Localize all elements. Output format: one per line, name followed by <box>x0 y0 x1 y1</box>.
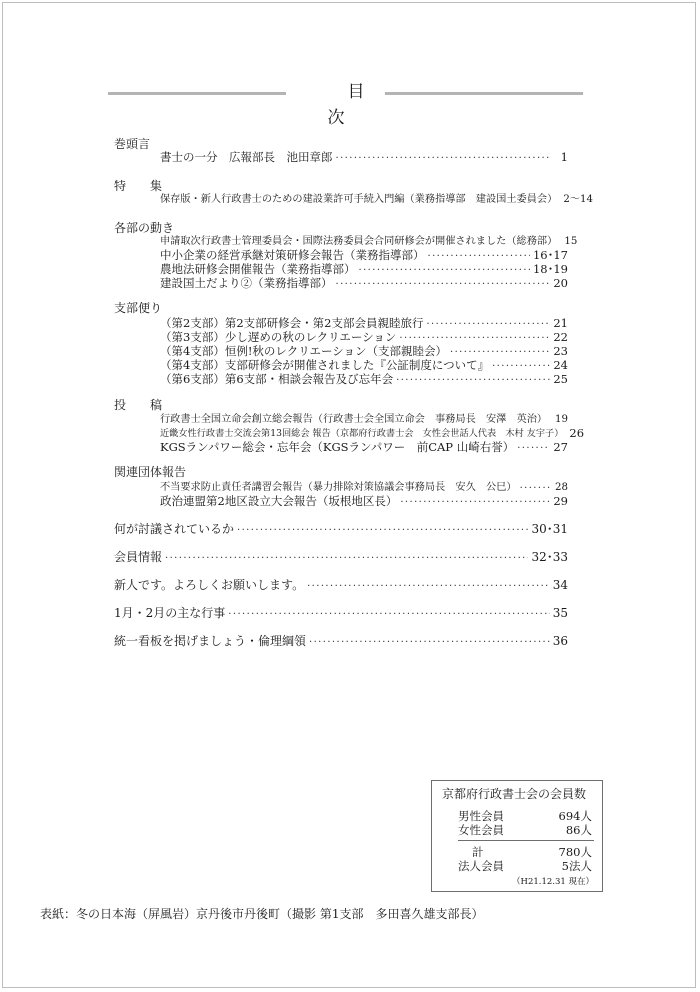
toc-entry-title: （第3支部）少し遅めの秋のレクリエーション <box>160 330 397 344</box>
toc-entry-page: 15 <box>564 236 578 247</box>
toc-entry-page: 28 <box>555 482 568 493</box>
toc-entry-page: 1 <box>560 150 568 164</box>
toc-entry-title: （第2支部）第2支部研修会・第2支部会員親睦旅行 <box>160 316 424 330</box>
toc-entry[interactable] <box>114 634 568 649</box>
toc-entry-page: 35 <box>552 606 568 620</box>
member-total-rule <box>458 840 594 841</box>
toc-entry[interactable] <box>160 494 568 509</box>
toc-entry[interactable] <box>160 330 568 345</box>
toc-entry-title: 会員情報 <box>114 550 163 564</box>
member-row-corporate <box>458 859 592 874</box>
toc-entry-page: 2〜14 <box>563 194 593 205</box>
member-label: 計 <box>472 845 484 859</box>
toc-entry[interactable] <box>160 412 568 427</box>
toc-entry-page: 36 <box>552 634 568 648</box>
member-value: 5法人 <box>561 859 592 873</box>
member-count-box <box>431 780 603 892</box>
member-row-total <box>458 845 592 860</box>
toc-entry[interactable] <box>114 550 568 565</box>
toc-entry-page: 23 <box>553 344 568 358</box>
toc-entry-title: 中小企業の経営承継対策研修会報告（業務指導部） <box>160 248 425 262</box>
toc-entry-title: 統一看板を掲げましょう・倫理綱領 <box>114 634 307 648</box>
toc-entry-page: 21 <box>553 316 568 330</box>
toc-entry-page: 18･19 <box>532 262 568 276</box>
member-value: 694人 <box>558 809 592 823</box>
toc-entry-title: 新人です。よろしくお願いします。 <box>114 578 305 592</box>
section-label: 特 集 <box>114 179 163 193</box>
toc-entry[interactable] <box>160 248 568 263</box>
toc-entry-title: 書士の一分 広報部長 池田章郎 <box>160 150 333 164</box>
toc-entry-page: 29 <box>553 494 568 508</box>
section-label: 支部便り <box>114 301 163 315</box>
member-label: 法人会員 <box>458 859 504 873</box>
toc-entry[interactable] <box>160 316 568 331</box>
member-row-female <box>458 823 592 838</box>
toc-entry[interactable] <box>160 192 593 207</box>
toc-entry-title: 行政書士全国立命会創立総会報告（行政書士会全国立命会 事務局長 安澤 英治） <box>160 414 548 425</box>
cover-caption: 表紙：冬の日本海（屏風岩）京丹後市丹後町（撮影 第1支部 多田喜久雄支部長） <box>40 907 484 921</box>
section-label: 各部の動き <box>114 221 175 235</box>
page-title: 目 次 <box>327 82 382 128</box>
toc-entry-page: 24 <box>553 358 568 372</box>
toc-entry-page: 34 <box>552 578 568 592</box>
member-label: 女性会員 <box>458 823 504 837</box>
toc-entry-page: 16･17 <box>532 248 568 262</box>
toc-entry[interactable] <box>160 426 585 441</box>
member-box-title: 京都府行政書士会の会員数 <box>442 787 587 801</box>
member-as-of-date: （H21.12.31 現在） <box>512 877 594 887</box>
leader-dots <box>396 374 550 387</box>
member-label: 男性会員 <box>458 809 504 823</box>
leader-dots <box>400 496 550 509</box>
toc-entry-title: 政治連盟第2地区設立大会報告（坂根地区長） <box>160 494 398 508</box>
toc-entry[interactable] <box>160 372 568 387</box>
toc-entry-title: 建設国土だより②（業務指導部） <box>160 276 333 290</box>
toc-entry-page: 26 <box>569 426 585 440</box>
toc-entry[interactable] <box>160 344 568 359</box>
toc-entry[interactable] <box>160 358 568 373</box>
toc-entry-page: 32･33 <box>531 550 568 564</box>
toc-entry-page: 27 <box>553 440 568 454</box>
leader-dots <box>307 580 550 593</box>
leader-dots <box>336 278 551 291</box>
toc-entry[interactable] <box>114 578 568 593</box>
toc-entry-page: 19 <box>555 414 568 425</box>
toc-entry[interactable] <box>114 606 568 621</box>
toc-entry-title: 1月・2月の主な行事 <box>114 606 226 620</box>
toc-entry-title: KGSランパワー総会・忘年会（KGSランパワー 前CAP 山崎右誉） <box>160 440 515 454</box>
toc-entry-page: 30･31 <box>531 522 568 536</box>
leader-dots <box>336 152 552 165</box>
member-value: 86人 <box>565 823 592 837</box>
toc-entry[interactable] <box>160 480 568 495</box>
leader-dots <box>517 442 550 455</box>
toc-entry[interactable] <box>114 522 568 537</box>
toc-entry-title: （第4支部）恒例!秋のレクリエーション（支部親睦会） <box>160 344 448 358</box>
leader-dots <box>237 524 528 537</box>
toc-entry[interactable] <box>160 150 568 165</box>
leader-dots <box>228 608 549 621</box>
section-label: 投 稿 <box>114 398 163 412</box>
toc-entry[interactable] <box>160 262 568 277</box>
toc-entry-page: 20 <box>553 276 568 290</box>
toc-entry-title: 農地法研修会開催報告（業務指導部） <box>160 262 356 276</box>
toc-entry-title: 保存版・新人行政書士のための建設業許可手続入門編（業務指導部 建設国土委員会） <box>160 194 558 205</box>
toc-entry-page: 25 <box>553 372 568 386</box>
toc-entry[interactable] <box>160 276 568 291</box>
leader-dots <box>165 552 528 565</box>
leader-dots <box>309 636 550 649</box>
section-label: 巻頭言 <box>114 137 151 151</box>
toc-entry-title: 近畿女性行政書士交流会第13回総会 報告（京都府行政書士会 女性会世話人代表 木村 友宇子） <box>160 428 564 439</box>
toc-entry-title: （第4支部）支部研修会が開催されました『公証制度について』 <box>160 358 490 372</box>
section-label: 関連団体報告 <box>114 465 187 479</box>
member-value: 780人 <box>558 845 592 859</box>
toc-entry-title: （第6支部）第6支部・相談会報告及び忘年会 <box>160 372 394 386</box>
toc-entry-page: 22 <box>553 330 568 344</box>
toc-entry-title: 何が討議されているか <box>114 522 235 536</box>
member-row-male <box>458 809 592 824</box>
toc-entry-title: 不当要求防止責任者講習会報告（暴力排除対策協議会事務局長 安久 公巳） <box>160 482 517 493</box>
toc-entry-title: 申請取次行政書士管理委員会・国際法務委員会合同研修会が開催されました（総務部） <box>160 236 558 247</box>
toc-entry[interactable] <box>160 440 568 455</box>
toc-entry[interactable] <box>160 234 578 249</box>
